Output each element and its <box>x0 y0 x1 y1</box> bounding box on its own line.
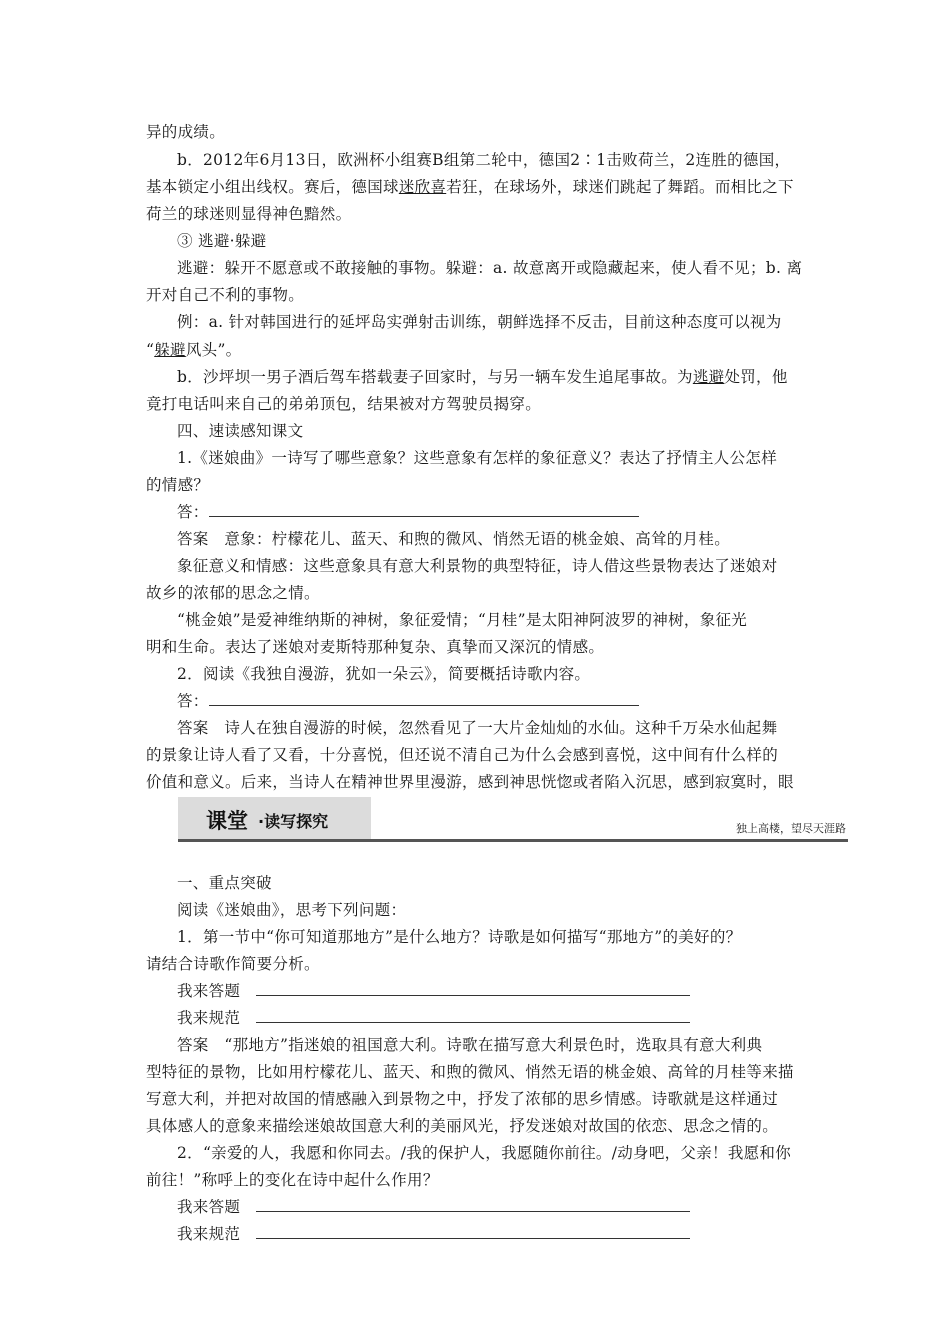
answer-row <box>177 690 806 712</box>
text-line: 阅读《迷娘曲》，思考下列问题： <box>177 901 407 919</box>
question: 1．第一节中“你可知道那地方”是什么地方？诗歌是如何描写“那地方”的美好的？ <box>177 928 742 946</box>
text-line: 具体感人的意象来描绘迷娘故国意大利的美丽风光，抒发迷娘对故国的依恋、思念之情的。 <box>146 1117 779 1135</box>
answer-label: 我来规范 <box>177 1225 241 1243</box>
text-line: 写意大利，并把对故国的情感融入到景物之中，抒发了浓郁的思乡情感。诗歌就是这样通过 <box>146 1090 779 1108</box>
answer-label: 答： <box>177 503 209 521</box>
text-line: 竟打电话叫来自己的弟弟顶包，结果被对方驾驶员揭穿。 <box>146 395 542 413</box>
underlined-word: 逃避 <box>692 368 725 386</box>
answer-label: 我来答题 <box>177 982 241 1000</box>
answer-blank[interactable] <box>256 1008 690 1023</box>
text-line: b．2012年6月13日，欧洲杯小组赛B组第二轮中，德国2∶1击败荷兰，2连胜的德国， <box>177 151 791 169</box>
text-line <box>146 176 806 198</box>
text-span: 基本锁定小组出线权。赛后，德国球 <box>146 178 399 196</box>
question: 2．阅读《我独自漫游，犹如一朵云》，简要概括诗歌内容。 <box>177 665 591 683</box>
answer-text: 答案 诗人在独自漫游的时候，忽然看见了一大片金灿灿的水仙。这种千万朵水仙起舞 <box>177 719 778 737</box>
text-span: 若狂，在球场外，球迷们跳起了舞蹈。而相比之下 <box>446 178 794 196</box>
text-line: 异的成绩。 <box>146 123 226 141</box>
text-line: 荷兰的球迷则显得神色黯然。 <box>146 205 352 223</box>
text-line: “桃金娘”是爱神维纳斯的神树，象征爱情；“月桂”是太阳神阿波罗的神树，象征光 <box>177 611 748 629</box>
answer-row <box>177 980 806 1002</box>
answer-blank[interactable] <box>209 691 639 706</box>
banner-slogan: 独上高楼，望尽天涯路 <box>736 822 846 835</box>
banner-subtitle: ·读写探究 <box>258 812 329 831</box>
section-banner <box>178 797 848 847</box>
answer-label: 我来规范 <box>177 1009 241 1027</box>
answer-row <box>177 1223 806 1245</box>
question: 2．“亲爱的人，我愿和你同去。/我的保护人，我愿随你前往。/动身吧，父亲！我愿和你 <box>177 1144 792 1162</box>
text-line: 请结合诗歌作简要分析。 <box>146 955 320 973</box>
answer-blank[interactable] <box>209 502 639 517</box>
section-heading: 四、速读感知课文 <box>177 422 304 440</box>
text-span: 风头”。 <box>185 341 242 359</box>
answer-label: 答： <box>177 692 209 710</box>
text-line: 的情感？ <box>146 476 210 494</box>
answer-blank[interactable] <box>256 1197 690 1212</box>
text-line: 明和生命。表达了迷娘对麦斯特那种复杂、真挚而又深沉的情感。 <box>146 638 605 656</box>
answer-row <box>177 1007 806 1029</box>
answer-row <box>177 1196 806 1218</box>
text-line: 象征意义和情感：这些意象具有意大利景物的典型特征，诗人借这些景物表达了迷娘对 <box>177 557 778 575</box>
text-span: “ <box>146 341 155 359</box>
question: 1.《迷娘曲》一诗写了哪些意象？这些意象有怎样的象征意义？表达了抒情主人公怎样 <box>177 449 777 467</box>
answer-blank[interactable] <box>256 981 690 996</box>
banner-rule <box>178 839 848 842</box>
answer-blank[interactable] <box>256 1224 690 1239</box>
text-line: 前往！”称呼上的变化在诗中起什么作用？ <box>146 1171 439 1189</box>
text-line: ③ 逃避·躲避 <box>177 232 267 250</box>
answer-label: 我来答题 <box>177 1198 241 1216</box>
section-heading: 一、重点突破 <box>177 874 272 892</box>
text-line: 逃避：躲开不愿意或不敢接触的事物。躲避：a. 故意离开或隐藏起来，使人看不见；b. 离 <box>177 259 803 277</box>
text-span: b．沙坪坝一男子酒后驾车搭载妻子回家时，与另一辆车发生追尾事故。为 <box>177 368 693 386</box>
banner-title: 课堂 <box>206 809 248 833</box>
text-line: 的景象让诗人看了又看，十分喜悦，但还说不清自己为什么会感到喜悦，这中间有什么样的 <box>146 746 779 764</box>
text-line: 故乡的浓郁的思念之情。 <box>146 584 320 602</box>
answer-row <box>177 501 806 523</box>
text-line: 例：a. 针对韩国进行的延坪岛实弹射击训练，朝鲜选择不反击，目前这种态度可以视为 <box>177 313 782 331</box>
text-line: 型特征的景物，比如用柠檬花儿、蓝天、和煦的微风、悄然无语的桃金娘、高耸的月桂等来描 <box>146 1063 794 1081</box>
text-line <box>146 339 806 361</box>
text-span: 处罚，他 <box>724 368 788 386</box>
text-line: 价值和意义。后来，当诗人在精神世界里漫游，感到神思恍惚或者陷入沉思，感到寂寞时，眼 <box>146 773 794 791</box>
underlined-word: 躲避 <box>154 341 186 359</box>
answer-text: 答案 “那地方”指迷娘的祖国意大利。诗歌在描写意大利景色时，选取具有意大利典 <box>177 1036 763 1054</box>
text-line: 开对自己不利的事物。 <box>146 286 305 304</box>
underlined-word: 迷欣喜 <box>398 178 447 196</box>
text-line <box>177 366 806 388</box>
answer-text: 答案 意象：柠檬花儿、蓝天、和煦的微风、悄然无语的桃金娘、高耸的月桂。 <box>177 530 731 548</box>
